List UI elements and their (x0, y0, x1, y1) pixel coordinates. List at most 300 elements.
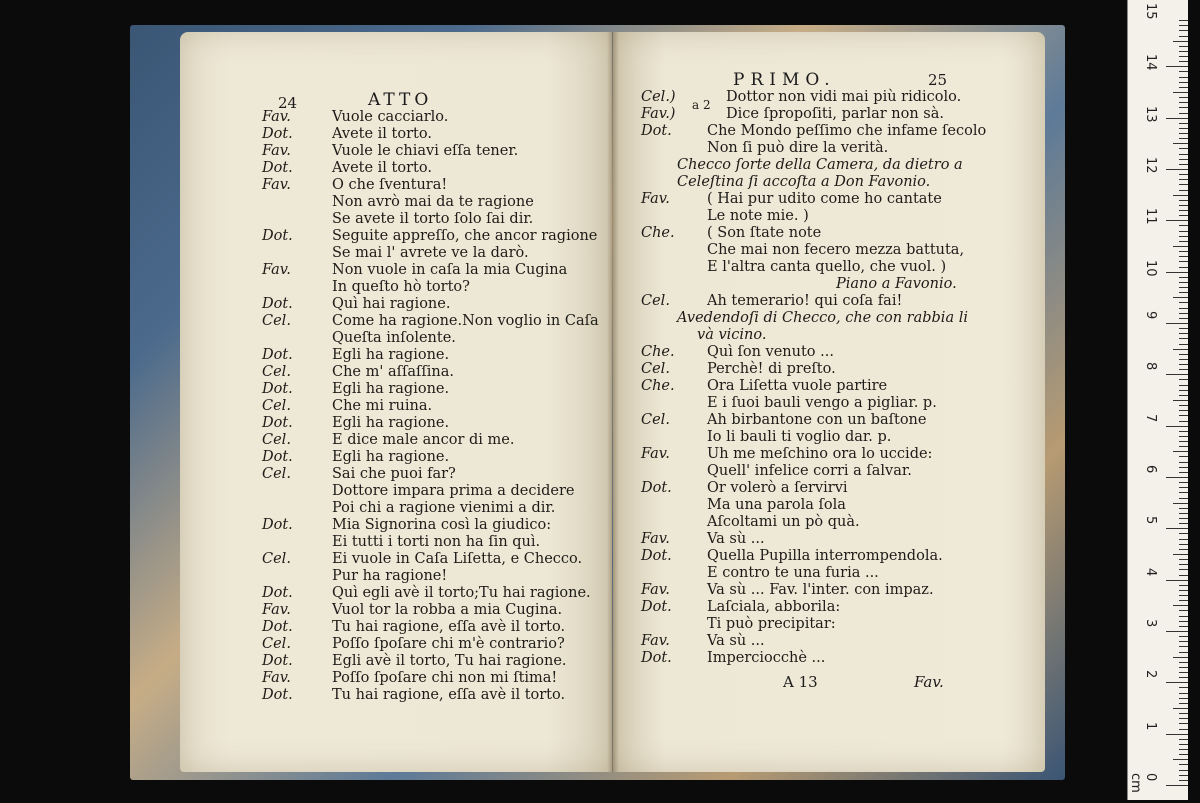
text-line (641, 140, 971, 157)
dialogue-text: Perchè! di preſto. (707, 361, 836, 377)
dialogue-text: Egli ha ragione. (332, 415, 450, 431)
dialogue-text: Se mai l' avrete ve la darò. (332, 245, 529, 261)
speaker-label: Dot. (262, 653, 293, 669)
text-line (641, 616, 971, 633)
text-line (641, 327, 971, 344)
ruler-label: 14 (1143, 54, 1158, 71)
ruler-tick (1179, 723, 1188, 724)
text-line (262, 279, 602, 296)
speaker-label: Fav. (641, 191, 670, 207)
dialogue-text: Dice ſpropoſiti, parlar non sà. (726, 106, 944, 122)
dialogue-text: Laſciala, abborila: (707, 599, 841, 615)
ruler-tick (1179, 415, 1188, 416)
ruler-tick (1179, 385, 1188, 386)
ruler-tick (1179, 508, 1188, 509)
speaker-label: Dot. (262, 585, 293, 601)
speaker-label: Dot. (262, 619, 293, 635)
ruler-tick (1179, 267, 1188, 268)
dialogue-text: Se avete il torto ſolo ſai dir. (332, 211, 534, 227)
text-line (262, 568, 602, 585)
text-line (641, 361, 971, 378)
ruler-tick (1179, 369, 1188, 370)
speaker-label: Che. (641, 225, 675, 241)
ruler-tick (1179, 513, 1188, 514)
left-page-number: 24 (278, 94, 298, 112)
text-line (262, 109, 602, 126)
ruler-label: 12 (1143, 157, 1158, 174)
ruler-tick (1179, 308, 1188, 309)
text-line (641, 429, 971, 446)
ruler-tick (1179, 107, 1188, 108)
ruler-tick (1179, 703, 1188, 704)
ruler-tick (1179, 780, 1188, 781)
ruler-tick (1173, 349, 1188, 350)
ruler-tick (1166, 580, 1188, 581)
ruler-tick (1179, 154, 1188, 155)
dialogue-text: Avete il torto. (332, 160, 432, 176)
ruler-tick (1179, 749, 1188, 750)
ruler-label: 4 (1143, 567, 1158, 576)
text-line (262, 262, 602, 279)
dialogue-text: Non avrò mai da te ragione (332, 194, 534, 210)
ruler-tick (1179, 174, 1188, 175)
ruler-tick (1166, 220, 1188, 221)
text-line (641, 157, 971, 174)
ruler-tick (1179, 498, 1188, 499)
text-line (641, 412, 971, 429)
dialogue-text: Che mai non fecero mezza battuta, (707, 242, 965, 258)
speaker-label: Fav.) (641, 106, 676, 122)
ruler-tick (1179, 636, 1188, 637)
text-line (641, 582, 971, 599)
ruler-tick (1179, 616, 1188, 617)
ruler-tick (1166, 66, 1188, 67)
dialogue-text: Tu hai ragione, eſſa avè il torto. (332, 619, 566, 635)
speaker-label: Dot. (262, 415, 293, 431)
a2-label: a 2 (692, 98, 711, 112)
dialogue-text: Sai che puoi far? (332, 466, 456, 482)
text-line (641, 633, 971, 650)
ruler-tick (1173, 400, 1188, 401)
ruler-tick (1179, 97, 1188, 98)
text-line (641, 480, 971, 497)
speaker-label: Fav. (641, 446, 670, 462)
ruler-tick (1166, 169, 1188, 170)
ruler-tick (1173, 143, 1188, 144)
ruler-tick (1179, 313, 1188, 314)
dialogue-text: Uh me meſchino ora lo uccide: (707, 446, 933, 462)
ruler-tick (1179, 590, 1188, 591)
ruler-tick (1179, 775, 1188, 776)
ruler-tick (1179, 138, 1188, 139)
dialogue-text: E contro te una furia ... (707, 565, 879, 581)
ruler-tick (1179, 693, 1188, 694)
ruler-label: 6 (1143, 465, 1158, 474)
ruler-tick (1179, 200, 1188, 201)
dialogue-text: Io li bauli ti voglio dar. p. (707, 429, 892, 445)
ruler-tick (1179, 667, 1188, 668)
text-line (262, 517, 602, 534)
signature-mark: A 13 (783, 673, 818, 691)
ruler-tick (1179, 492, 1188, 493)
dialogue-text: Poi chi a ragione vienimi a dir. (332, 500, 556, 516)
ruler-tick (1179, 575, 1188, 576)
text-line (262, 330, 602, 347)
dialogue-text: Quì hai ragione. (332, 296, 451, 312)
text-line (641, 514, 971, 531)
right-page-number: 25 (928, 71, 948, 89)
ruler-tick (1179, 261, 1188, 262)
ruler-tick (1179, 739, 1188, 740)
dialogue-text: Egli ha ragione. (332, 381, 450, 397)
ruler-tick (1179, 770, 1188, 771)
speaker-label: Dot. (262, 296, 293, 312)
ruler-tick (1179, 282, 1188, 283)
speaker-label: Dot. (262, 517, 293, 533)
text-line (262, 602, 602, 619)
text-line (262, 160, 602, 177)
ruler-tick (1179, 36, 1188, 37)
ruler-tick (1179, 446, 1188, 447)
speaker-label: Cel. (641, 293, 670, 309)
text-line (262, 432, 602, 449)
dialogue-text: Avete il torto. (332, 126, 432, 142)
catchword: Fav. (914, 673, 944, 691)
dialogue-text: Vuole cacciarlo. (332, 109, 449, 125)
ruler-tick (1179, 544, 1188, 545)
dialogue-text: Come ha ragione.Non voglio in Caſa (332, 313, 599, 329)
text-line (262, 534, 602, 551)
ruler-tick (1179, 564, 1188, 565)
ruler-tick (1179, 241, 1188, 242)
ruler-tick (1179, 302, 1188, 303)
ruler-tick (1179, 354, 1188, 355)
ruler-tick (1173, 246, 1188, 247)
dialogue-text: E l'altra canta quello, che vuol. ) (707, 259, 947, 275)
text-line (262, 636, 602, 653)
ruler-tick (1173, 605, 1188, 606)
ruler-tick (1179, 600, 1188, 601)
ruler-label: 8 (1143, 362, 1158, 371)
text-line (641, 225, 971, 242)
text-line (641, 106, 971, 123)
dialogue-text: Dottore impara prima a decidere (332, 483, 575, 499)
dialogue-text: Ei vuole in Caſa Liſetta, e Checco. (332, 551, 583, 567)
speaker-label: Dot. (262, 160, 293, 176)
text-line (262, 398, 602, 415)
text-line (262, 177, 602, 194)
text-line (262, 347, 602, 364)
ruler-tick (1179, 652, 1188, 653)
ruler-tick (1179, 698, 1188, 699)
ruler-tick (1166, 477, 1188, 478)
ruler-tick (1173, 92, 1188, 93)
ruler-tick (1179, 754, 1188, 755)
text-line (641, 463, 971, 480)
ruler-tick (1179, 71, 1188, 72)
text-line (641, 174, 971, 191)
speaker-label: Fav. (262, 602, 291, 618)
ruler-tick (1179, 421, 1188, 422)
speaker-label: Cel. (641, 412, 670, 428)
dialogue-text: Quella Pupilla interrompendola. (707, 548, 943, 564)
dialogue-text: Che Mondo peſſimo che infame ſecolo (707, 123, 987, 139)
ruler-tick (1179, 662, 1188, 663)
text-line (641, 531, 971, 548)
dialogue-text: ( Son ſtate note (707, 225, 822, 241)
dialogue-text: Or volerò a ſervirvi (707, 480, 848, 496)
speaker-label: Fav. (262, 670, 291, 686)
text-line (262, 245, 602, 262)
dialogue-text: Ma una parola ſola (707, 497, 846, 513)
text-line (641, 446, 971, 463)
ruler-tick (1179, 539, 1188, 540)
ruler-tick (1179, 410, 1188, 411)
ruler-tick (1173, 195, 1188, 196)
ruler-tick (1179, 61, 1188, 62)
dialogue-text: O che ſventura! (332, 177, 448, 193)
ruler-tick (1179, 333, 1188, 334)
dialogue-text: Quì ſon venuto ... (707, 344, 834, 360)
ruler-tick (1179, 359, 1188, 360)
ruler-tick (1179, 77, 1188, 78)
text-line (262, 500, 602, 517)
text-line (641, 548, 971, 565)
ruler-tick (1179, 123, 1188, 124)
speaker-label: Dot. (262, 347, 293, 363)
ruler-tick (1179, 236, 1188, 237)
text-line (641, 497, 971, 514)
text-line (262, 364, 602, 381)
text-line (641, 123, 987, 140)
ruler-tick (1166, 323, 1188, 324)
ruler-tick (1173, 41, 1188, 42)
speaker-label: Fav. (641, 633, 670, 649)
ruler-tick (1179, 472, 1188, 473)
ruler-tick (1179, 82, 1188, 83)
text-line (262, 415, 602, 432)
dialogue-text: Non ſi può dire la verità. (707, 140, 889, 156)
ruler-tick (1179, 20, 1188, 21)
ruler-tick (1179, 646, 1188, 647)
text-line (641, 395, 971, 412)
ruler-label: 1 (1143, 721, 1158, 730)
ruler-tick (1179, 456, 1188, 457)
ruler-tick (1179, 148, 1188, 149)
speaker-label: Dot. (641, 548, 672, 564)
ruler-tick (1179, 379, 1188, 380)
dialogue-text: Ti può precipitar: (707, 616, 836, 632)
ruler-tick (1179, 251, 1188, 252)
ruler-tick (1179, 687, 1188, 688)
text-line (262, 194, 602, 211)
text-line (262, 483, 602, 500)
dialogue-text: Egli ha ragione. (332, 347, 450, 363)
dialogue-text: Poſſo ſpoſare chi non mi ſtima! (332, 670, 558, 686)
ruler-tick (1179, 559, 1188, 560)
speaker-label: Dot. (262, 449, 293, 465)
ruler-tick (1179, 718, 1188, 719)
text-line (641, 650, 971, 667)
ruler-tick (1179, 436, 1188, 437)
speaker-label: Dot. (641, 599, 672, 615)
text-line (641, 276, 971, 293)
ruler-tick (1173, 503, 1188, 504)
speaker-label: Che. (641, 378, 675, 394)
ruler-tick (1179, 431, 1188, 432)
book-gutter (607, 32, 619, 772)
ruler-tick (1179, 441, 1188, 442)
speaker-label: Fav. (641, 582, 670, 598)
ruler-tick (1179, 344, 1188, 345)
text-line (262, 466, 602, 483)
ruler-tick (1179, 523, 1188, 524)
ruler-tick (1166, 785, 1188, 786)
ruler-tick (1179, 405, 1188, 406)
ruler-tick (1179, 533, 1188, 534)
ruler-label: 3 (1143, 619, 1158, 628)
ruler-tick (1179, 184, 1188, 185)
dialogue-text: Egli ha ragione. (332, 449, 450, 465)
ruler-tick (1173, 708, 1188, 709)
dialogue-text: Dottor non vidi mai più ridicolo. (726, 89, 962, 105)
ruler-label: 13 (1143, 105, 1158, 123)
ruler-tick (1179, 292, 1188, 293)
ruler-tick (1179, 164, 1188, 165)
ruler-tick (1179, 610, 1188, 611)
text-line (641, 293, 971, 310)
ruler-tick (1179, 256, 1188, 257)
ruler-tick (1173, 297, 1188, 298)
text-line (262, 143, 602, 160)
speaker-label: Dot. (262, 381, 293, 397)
ruler-tick (1179, 677, 1188, 678)
text-line (262, 313, 602, 330)
dialogue-text: E dice male ancor di me. (332, 432, 515, 448)
ruler-tick (1179, 395, 1188, 396)
dialogue-text: Seguite appreſſo, che ancor ragione (332, 228, 598, 244)
ruler-tick (1179, 764, 1188, 765)
dialogue-text: Ah temerario! qui coſa fai! (707, 293, 903, 309)
ruler-tick (1179, 277, 1188, 278)
dialogue-text: Che m' aſſaſſina. (332, 364, 454, 380)
left-page-header: ATTO (368, 90, 433, 110)
text-line (641, 208, 971, 225)
ruler-tick (1166, 528, 1188, 529)
speaker-label: Fav. (262, 109, 291, 125)
text-line (262, 670, 602, 687)
dialogue-text: Celeſtina ſi accoſta a Don Favonio. (677, 174, 931, 190)
speaker-label: Dot. (262, 126, 293, 142)
dialogue-text: Queſta inſolente. (332, 330, 456, 346)
dialogue-text: Quì egli avè il torto;Tu hai ragione. (332, 585, 591, 601)
dialogue-text: ( Hai pur udito come ho cantate (707, 191, 942, 207)
text-line (262, 381, 602, 398)
ruler-tick (1179, 159, 1188, 160)
text-line (641, 565, 971, 582)
speaker-label: Dot. (641, 123, 672, 139)
text-line (641, 242, 971, 259)
ruler-tick (1166, 374, 1188, 375)
ruler-tick (1179, 102, 1188, 103)
ruler-tick (1173, 657, 1188, 658)
ruler-tick (1179, 549, 1188, 550)
ruler-tick (1179, 215, 1188, 216)
text-line (641, 259, 971, 276)
ruler-tick (1179, 338, 1188, 339)
ruler-label: 5 (1143, 516, 1158, 525)
ruler-tick (1179, 30, 1188, 31)
dialogue-text: Poſſo ſpoſare chi m'è contrario? (332, 636, 565, 652)
ruler-tick (1179, 595, 1188, 596)
ruler-tick (1179, 287, 1188, 288)
text-line (262, 551, 602, 568)
dialogue-text: Che mi ruina. (332, 398, 433, 414)
ruler-tick (1179, 462, 1188, 463)
text-line (262, 126, 602, 143)
ruler-tick (1179, 113, 1188, 114)
ruler-tick (1179, 328, 1188, 329)
ruler-tick (1166, 118, 1188, 119)
ruler-tick (1179, 25, 1188, 26)
dialogue-text: Quell' infelice corri a ſalvar. (707, 463, 912, 479)
ruler-tick (1166, 734, 1188, 735)
speaker-label: Cel. (262, 551, 291, 567)
speaker-label: Fav. (262, 143, 291, 159)
ruler-tick (1179, 51, 1188, 52)
ruler-tick (1179, 585, 1188, 586)
speaker-label: Cel. (262, 313, 291, 329)
ruler-tick (1179, 621, 1188, 622)
speaker-label: Dot. (262, 687, 293, 703)
text-line (262, 687, 602, 704)
ruler-label: 9 (1143, 311, 1158, 320)
dialogue-text: In queſto hò torto? (332, 279, 470, 295)
ruler-tick (1166, 426, 1188, 427)
speaker-label: Cel. (262, 432, 291, 448)
ruler-tick (1179, 364, 1188, 365)
speaker-label: Cel. (262, 636, 291, 652)
dialogue-text: Imperciocchè ... (707, 650, 826, 666)
dialogue-text: Va sù ... Fav. l'inter. con impaz. (707, 582, 934, 598)
dialogue-text: Ei tutti i torti non ha ſin quì. (332, 534, 541, 550)
dialogue-text: Mia Signorina così la giudico: (332, 517, 552, 533)
dialogue-text: Le note mie. ) (707, 208, 809, 224)
ruler-tick (1179, 210, 1188, 211)
text-line (262, 211, 602, 228)
text-line (262, 585, 602, 602)
speaker-label: Cel.) (641, 89, 676, 105)
text-line (641, 378, 971, 395)
dialogue-text: Checco ſorte della Camera, da dietro a (677, 157, 963, 173)
ruler-tick (1179, 641, 1188, 642)
ruler-tick (1179, 87, 1188, 88)
ruler-tick (1179, 128, 1188, 129)
ruler-tick (1173, 451, 1188, 452)
speaker-label: Cel. (262, 364, 291, 380)
ruler-tick (1179, 56, 1188, 57)
dialogue-text: Piano a Favonio. (836, 276, 957, 292)
ruler-label: 15 (1143, 3, 1158, 20)
ruler-tick (1179, 205, 1188, 206)
dialogue-text: Vuol tor la robba a mia Cugina. (332, 602, 563, 618)
right-page-header: PRIMO. (733, 70, 836, 90)
dialogue-text: Pur ha ragione! (332, 568, 448, 584)
speaker-label: Fav. (262, 177, 291, 193)
speaker-label: Fav. (641, 531, 670, 547)
ruler-tick (1179, 729, 1188, 730)
text-line (262, 619, 602, 636)
